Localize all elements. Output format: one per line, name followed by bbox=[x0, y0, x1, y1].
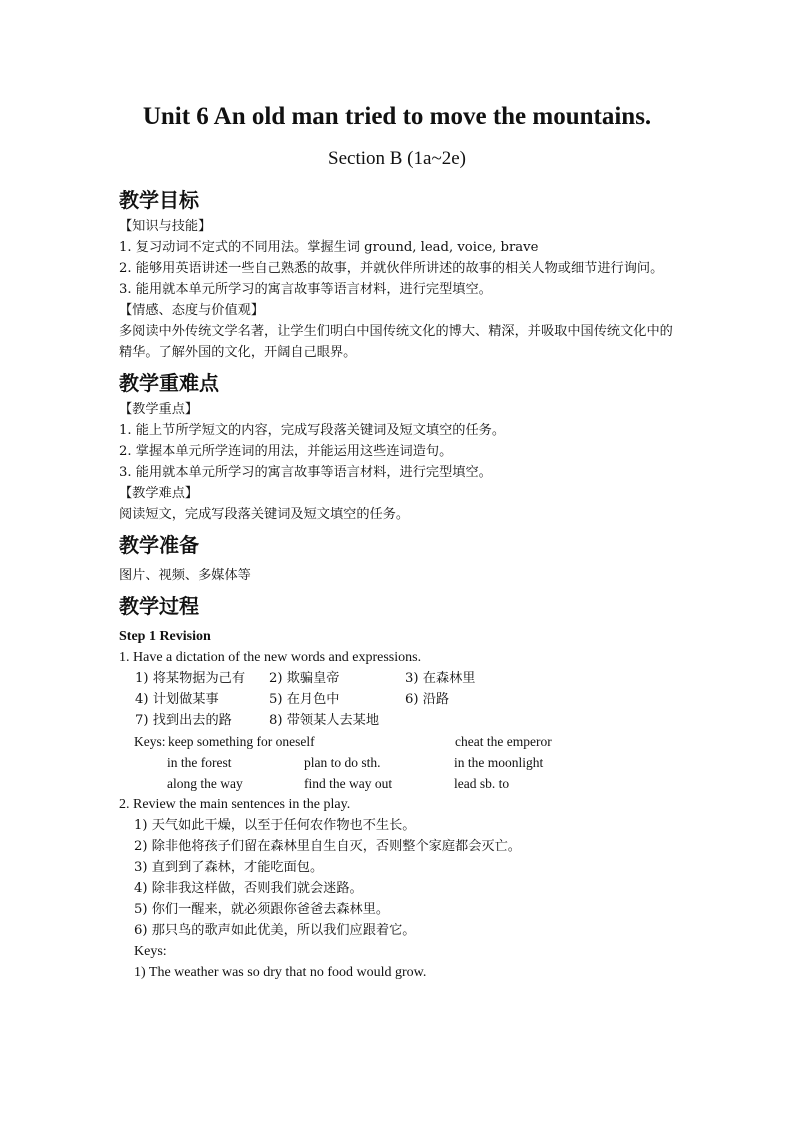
document-subtitle: Section B (1a~2e) bbox=[328, 148, 466, 169]
heading-key-points: 教学重难点 bbox=[119, 371, 219, 395]
focus-item: 3. 能用就本单元所学习的寓言故事等语言材料，进行完型填空。 bbox=[119, 465, 492, 480]
objective-item: 2. 能够用英语讲述一些自己熟悉的故事，并就伙伴所讲述的故事的相关人物或细节进行询问。 bbox=[119, 261, 664, 276]
keys-row bbox=[119, 731, 679, 752]
focus-item: 2. 掌握本单元所学连词的用法，并能运用这些连词造句。 bbox=[119, 444, 453, 459]
tag-emotion: 【情感、态度与价值观】 bbox=[119, 303, 265, 318]
key-item: along the way bbox=[167, 776, 243, 791]
key-item: in the forest bbox=[167, 755, 232, 770]
sentence-item: 5) 你们一醒来，就必须跟你爸爸去森林里。 bbox=[134, 902, 390, 917]
task-instruction: 1. Have a dictation of the new words and expressions. bbox=[119, 650, 422, 665]
emotion-text: 多阅读中外传统文学名著，让学生们明白中国传统文化的博大、精深，并吸取中国传统文化中的精华。了解外国的文化，开阔自己眼界。 bbox=[119, 324, 673, 360]
tag-difficulty: 【教学难点】 bbox=[119, 486, 199, 501]
keys-label: Keys: bbox=[134, 944, 167, 959]
key-item: keep something for oneself bbox=[168, 734, 315, 749]
key-item: lead sb. to bbox=[454, 776, 510, 791]
document-body bbox=[119, 184, 679, 983]
phrase-row bbox=[119, 689, 679, 710]
step-title: Step 1 Revision bbox=[119, 629, 211, 644]
phrase-item: 4) 计划做某事 bbox=[135, 692, 219, 707]
phrase-row bbox=[119, 710, 679, 731]
objective-item: 3. 能用就本单元所学习的寓言故事等语言材料，进行完型填空。 bbox=[119, 282, 492, 297]
difficulty-text: 阅读短文，完成写段落关键词及短文填空的任务。 bbox=[119, 507, 410, 522]
keys-row bbox=[119, 752, 679, 773]
sentence-item: 1) 天气如此干燥，以至于任何农作物也不生长。 bbox=[134, 818, 416, 833]
phrase-item: 5) 在月色中 bbox=[269, 692, 340, 707]
sentence-item: 3) 直到到了森林，才能吃面包。 bbox=[134, 860, 324, 875]
objective-item: 1. 复习动词不定式的不同用法。掌握生词 ground, lead, voice, brave bbox=[119, 240, 539, 255]
document-title: Unit 6 An old man tried to move the mountains. bbox=[142, 103, 652, 130]
sentence-item: 4) 除非我这样做，否则我们就会迷路。 bbox=[134, 881, 363, 896]
tag-focus: 【教学重点】 bbox=[119, 402, 199, 417]
phrase-item: 1) 将某物据为己有 bbox=[135, 671, 246, 686]
heading-objectives: 教学目标 bbox=[119, 188, 199, 212]
phrase-item bbox=[405, 710, 555, 731]
key-item: in the moonlight bbox=[454, 755, 544, 770]
tag-knowledge: 【知识与技能】 bbox=[119, 219, 212, 234]
phrase-row bbox=[119, 668, 679, 689]
keys-label: Keys: bbox=[134, 734, 166, 749]
phrase-item: 6) 沿路 bbox=[405, 692, 450, 707]
sentence-item: 6) 那只鸟的歌声如此优美，所以我们应跟着它。 bbox=[134, 923, 416, 938]
focus-item: 1. 能上节所学短文的内容，完成写段落关键词及短文填空的任务。 bbox=[119, 423, 506, 438]
heading-process: 教学过程 bbox=[119, 594, 199, 618]
key-item: find the way out bbox=[304, 776, 393, 791]
key-item: plan to do sth. bbox=[304, 755, 381, 770]
heading-preparation: 教学准备 bbox=[119, 533, 199, 557]
key-sentence: 1) The weather was so dry that no food would grow. bbox=[134, 965, 427, 980]
preparation-text: 图片、视频、多媒体等 bbox=[119, 568, 251, 583]
phrase-item: 8) 带领某人去某地 bbox=[269, 713, 380, 728]
sentence-item: 2) 除非他将孩子们留在森林里自生自灭，否则整个家庭都会灭亡。 bbox=[134, 839, 521, 854]
keys-row bbox=[119, 773, 679, 794]
key-item: cheat the emperor bbox=[455, 734, 552, 749]
phrase-item: 2) 欺骗皇帝 bbox=[269, 671, 340, 686]
task-instruction: 2. Review the main sentences in the play. bbox=[119, 797, 351, 812]
phrase-item: 3) 在森林里 bbox=[405, 671, 476, 686]
phrase-item: 7) 找到出去的路 bbox=[135, 713, 232, 728]
